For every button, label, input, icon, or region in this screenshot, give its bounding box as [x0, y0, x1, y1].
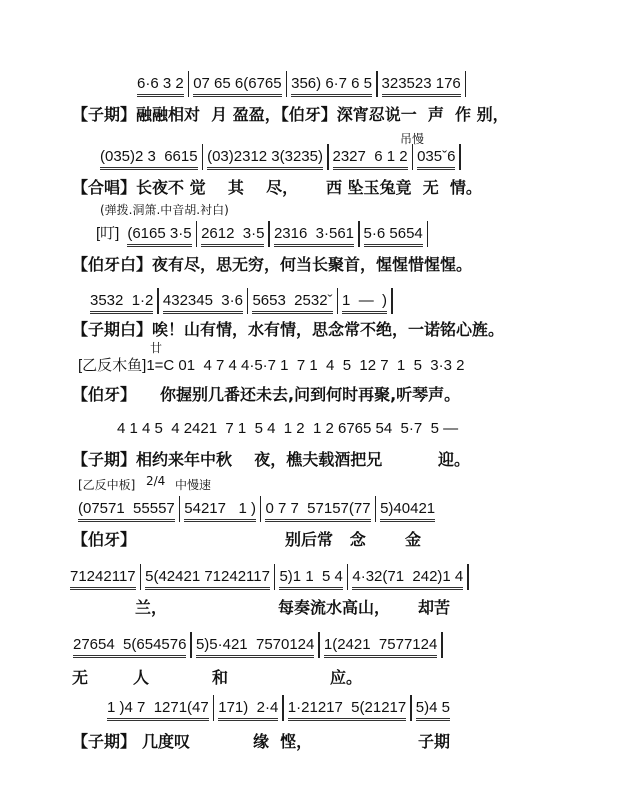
notation-row [103, 699, 454, 721]
bar-line [202, 144, 204, 170]
lyric-word: 人 [133, 668, 150, 687]
measure: 323523 176 [382, 75, 461, 97]
lyric-word: 缘 悭， [253, 732, 313, 751]
measure: 2612 3·5 [201, 225, 264, 247]
measure: 5(42421 71242117 [145, 568, 270, 590]
bar-line [268, 221, 270, 247]
bar-line [410, 695, 412, 721]
bar-line [190, 632, 192, 658]
measure: 0 7 7 57157(77 [265, 500, 370, 522]
bar-line [247, 288, 249, 314]
lyric-word: 却苦 [418, 598, 451, 617]
bar-line [467, 564, 469, 590]
lyric-row [72, 450, 470, 470]
lyric-word: 几度叹 [142, 732, 191, 751]
role-label: 【伯牙】 [72, 385, 137, 404]
lyric-word: 子期 [418, 732, 451, 751]
measure: 1·21217 5(21217 [288, 699, 406, 721]
bar-line [347, 564, 349, 590]
measure: 71242117 [70, 568, 136, 590]
bar-line [179, 496, 181, 522]
notation-row [69, 636, 443, 658]
bar-line [427, 221, 429, 247]
bar-line [375, 496, 377, 522]
lyric-line: 相约来年中秋 夜，樵夫载酒把兄 迎。 [136, 450, 471, 469]
section-header: [乙反中板] [78, 478, 136, 492]
lyric-row [72, 385, 460, 405]
lyric-word: 别后常 念 [285, 530, 366, 549]
role-label: 【子期】 [72, 450, 137, 469]
lyric-line: 【伯牙白】夜有尽，思无穷，何当长聚首，惺惺惜惺惺。 [72, 255, 473, 274]
measure: 1 — ) [342, 292, 387, 314]
bar-line [318, 632, 320, 658]
measure: (035)2 3 6615 [100, 148, 198, 170]
bar-line [441, 632, 443, 658]
notation-line: [乙反木鱼]1=C 01 4 7 4 4·5·7 1 7 1 4 5 12 7 1 5 3·3 2 [78, 357, 465, 374]
bar-line [196, 221, 198, 247]
measure: 54217 1 ) [184, 500, 256, 522]
bar-line [157, 288, 159, 314]
lyric-line: 【子期】融融相对 月 盈盈，【伯牙】深宵忍说一 声 作 别， [72, 105, 509, 124]
measure: 1(2421 7577124 [324, 636, 437, 658]
performance-mark: 廿 [150, 341, 163, 355]
measure: 432345 3·6 [163, 292, 243, 314]
bar-line [337, 288, 339, 314]
bar-line [274, 564, 276, 590]
bar-line [282, 695, 284, 721]
measure: (03)2312 3(3235) [207, 148, 323, 170]
measure: 4·32(71 242)1 4 [352, 568, 463, 590]
bar-line [391, 288, 393, 314]
bar-line [286, 71, 288, 97]
performance-mark: 吊慢 [400, 132, 425, 146]
lyric-word: 和 [212, 668, 229, 687]
measure: 07 65 6(6765 [193, 75, 281, 97]
role-label: 【伯牙】 [72, 530, 137, 549]
instrument-cue: [叮] [96, 225, 120, 242]
measure: 5653 2532ˇ [252, 292, 332, 314]
notation-line: 4 1 4 5 4 2421 7 1 5 4 1 2 1 2 6765 54 5·7 5 — [117, 420, 459, 437]
notation-row [96, 148, 461, 170]
measure: 2316 3·561 [274, 225, 354, 247]
bar-line [459, 144, 461, 170]
lyric-word: 应。 [330, 668, 363, 687]
measure: 6·6 3 2 [137, 75, 184, 97]
measure: 171) 2·4 [218, 699, 278, 721]
role-label: 【子期】 [72, 732, 137, 751]
measure: (6165 3·5 [127, 225, 191, 247]
measure: 356) 6·7 6 5 [291, 75, 372, 97]
lyric-word: 兰， [135, 598, 168, 617]
bar-line [260, 496, 262, 522]
measure: 5)40421 [380, 500, 435, 522]
tempo-mark: 中慢速 [175, 478, 212, 492]
measure: 3532 1·2 [90, 292, 153, 314]
instrument-annotation: (弹拨.洞箫.中音胡.衬白) [100, 203, 229, 217]
lyric-word: 每奏流水高山， [278, 598, 391, 617]
lyric-line: 【子期白】唉！山有情，水有情，思念常不绝，一诺铭心旌。 [72, 320, 505, 339]
measure: 2327 6 1 2 [333, 148, 408, 170]
notation-row [86, 292, 393, 314]
measure: (07571 55557 [78, 500, 175, 522]
measure: 5)5·421 7570124 [196, 636, 314, 658]
notation-row [74, 500, 439, 522]
bar-line [465, 71, 467, 97]
measure: 5·6 5654 [364, 225, 423, 247]
bar-line [140, 564, 142, 590]
bar-line [188, 71, 190, 97]
lyric-word: 无 [72, 668, 89, 687]
bar-line [358, 221, 360, 247]
bar-line [327, 144, 329, 170]
measure: 5)1 1 5 4 [279, 568, 342, 590]
measure: 035ˇ6 [417, 148, 455, 170]
measure: 1 )4 7 1271(47 [107, 699, 209, 721]
time-signature: 2/4 [146, 474, 166, 488]
measure: 5)4 5 [416, 699, 450, 721]
notation-row [133, 75, 466, 97]
bar-line [213, 695, 215, 721]
lyric-word: 金 [405, 530, 422, 549]
bar-line [412, 144, 414, 170]
bar-line [376, 71, 378, 97]
measure: 27654 5(654576 [73, 636, 186, 658]
notation-row [66, 568, 469, 590]
lyric-line: 你握别几番还未去,问到何时再聚,听琴声。 [160, 385, 461, 404]
notation-row [96, 225, 428, 247]
lyric-line: 【合唱】长夜不 觉 其 尽， 西 坠玉兔竟 无 情。 [72, 178, 482, 197]
